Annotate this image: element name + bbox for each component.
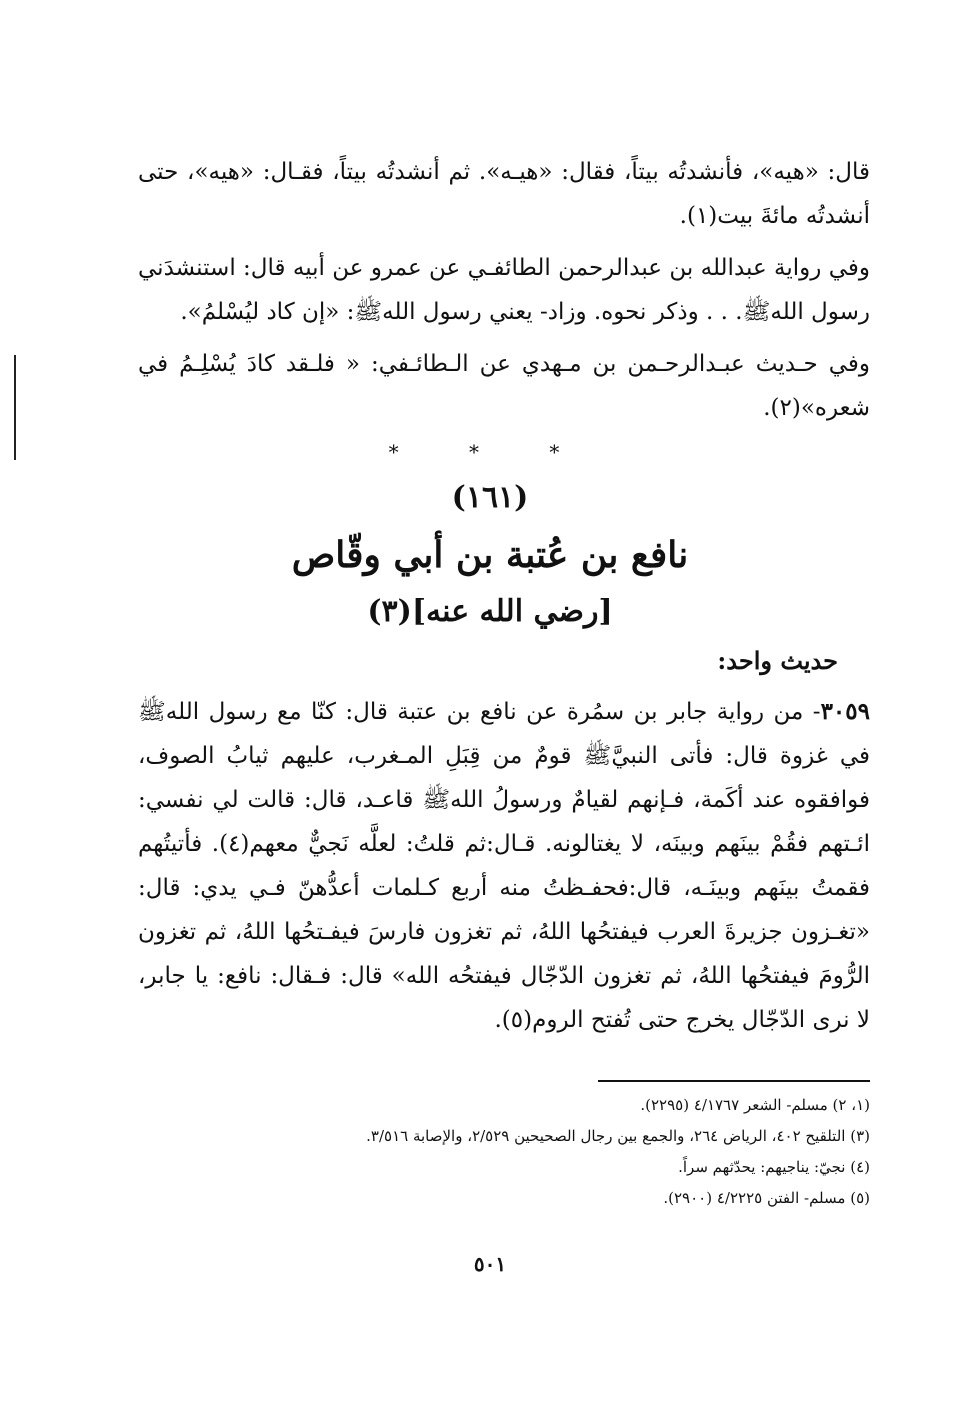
footnotes [200,1090,870,1214]
footnote: (٥) مسلم- الفتن ٤/٢٢٢٥ (٢٩٠٠). [663,1189,870,1207]
footnote: (٤) نجيّ: يناجيهم: يحدّثهم سراً. [678,1158,870,1176]
hadith-paragraph [138,690,870,1042]
chapter-number: (١٦١) [451,480,529,515]
chapter-subtitle: [رضي الله عنه](٣) [367,594,613,629]
paragraph: وفي رواية عبدالله بن عبدالرحمن الطائفـي عن عمرو عن أبيه قال: استنشدَني رسول اللهﷺ. . . وذكر نحوه. وزاد- يعني رسول اللهﷺ: «إن كاد ليُسْلمُ». [138,255,870,325]
hadith-number: ٣٠٥٩ [820,698,870,725]
paragraph: قال: «هيه»، فأنشدتُه بيتاً، فقال: «هيـه». ثم أنشدتُه بيتاً، فقـال: «هيه»، حتى أنشدتُه مائةَ بيت(١). [138,159,870,229]
section-separator: * * * [388,440,592,464]
top-text-block [138,150,870,430]
footnote-divider [598,1080,870,1082]
footnote: (١، ٢) مسلم- الشعر ٤/١٧٦٧ (٢٢٩٥). [640,1096,870,1114]
section-label: حديث واحد: [717,646,838,675]
hadith-text: - من رواية جابر بن سمُرة عن نافع بن عتبة قال: كنّا مع رسول اللهﷺ في غزوة قال: فأتى النبيَّﷺ قومٌ من قِبَلِ المـغرب، عليهم ثيابُ الصوف، فوافقوه عند أكَمة، فـإنهم لقيامٌ ورسولُ اللهﷺ قاعـد، قال: قالت لي نفسي: ائـتهم فقُمْ بينَهم وبينَه، لا يغتالونه. قـال:ثم قلتُ: لعلَّه نَجيٌّ معهم(٤). فأتيتُهم فقمتُ بينَهم وبينَـه، قال:فحفـظتُ منه أربع كـلمات أعدُّهنّ فـي يدي: قال: «تغـزون جزيرةَ العرب فيفتحُها اللهُ، ثم تغزون فارسَ فيفـتحُها اللهُ، ثم تغزون الرُّومَ فيفتحُها اللهُ، ثم تغزون الدّجّال فيفتحُه الله» قال: فـقال: نافع: يا جابر، لا نرى الدّجّال يخرج حتى تُفتح الروم(٥). [138,699,870,1033]
footnote: (٣) التلقيح ٤٠٢، الرياض ٢٦٤، والجمع بين رجال الصحيحين ٢/٥٢٩، والإصابة ٣/٥١٦. [366,1127,870,1145]
paragraph: وفي حـديث عبـدالرحـمن بن مـهدي عن الـطائـفي: « فلـقد كادَ يُسْلِـمُ في شعره»(٢). [138,351,870,421]
page-number: ٥٠١ [473,1252,507,1276]
chapter-title: نافع بن عُتبة بن أبي وقّاص [291,534,689,576]
hadith-block [138,690,870,1042]
